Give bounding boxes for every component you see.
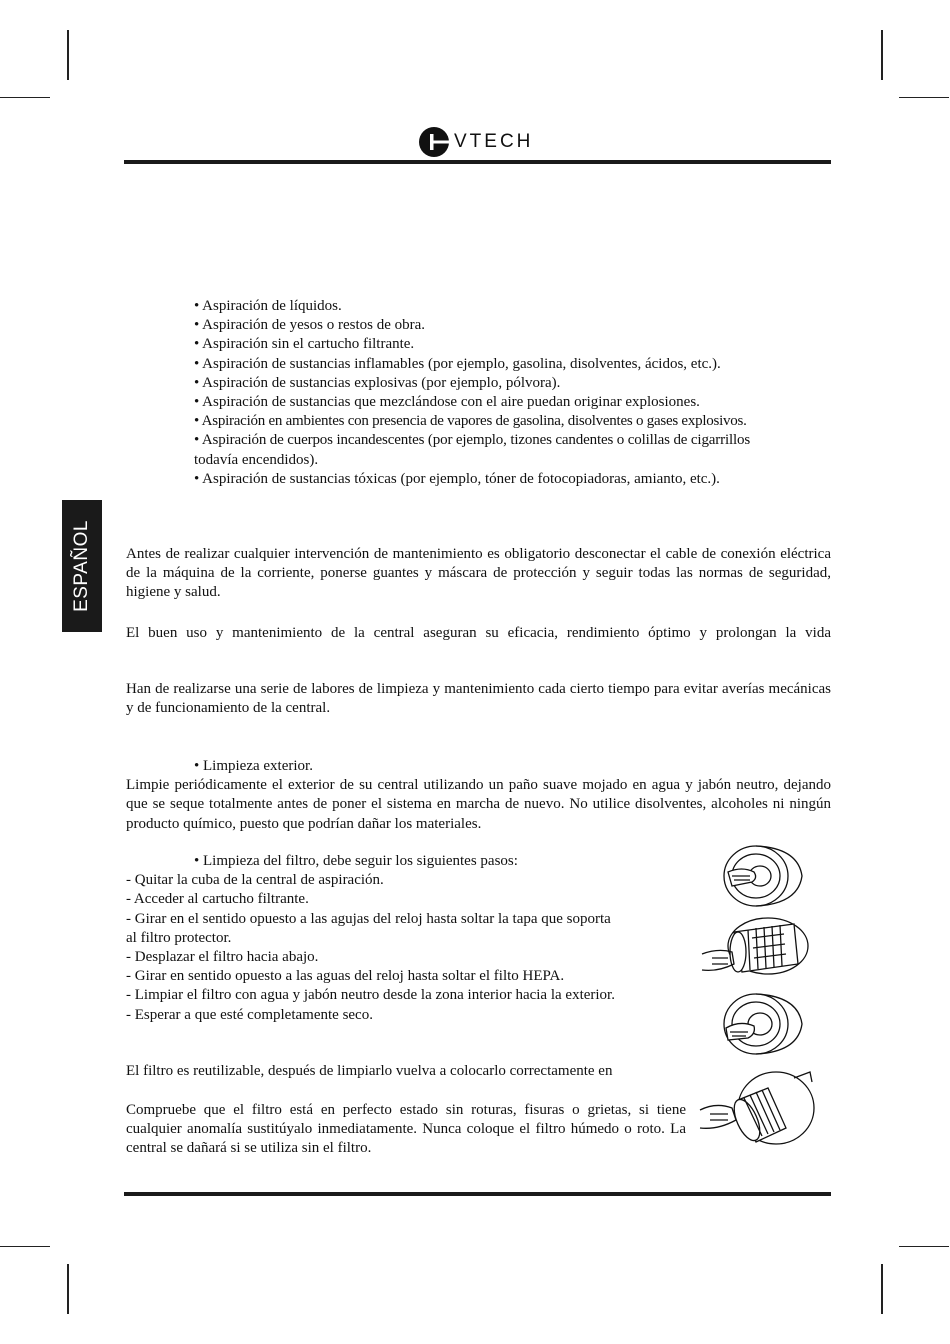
filter-step: al filtro protector. (126, 929, 232, 946)
exterior-cleaning-title: • Limpieza exterior. (194, 758, 313, 774)
maintenance-warning: Antes de realizar cualquier intervención de mantenimiento es obligatorio desconectar el cable de conexión eléctrica de la máquina de la corriente, ponerse guantes y máscara de protección y seguir todas las normas de seguridad, higiene y salud. (126, 546, 831, 601)
filter-step: - Quitar la cuba de la central de aspiración. (126, 872, 384, 889)
filter-illustrations (698, 842, 818, 1152)
list-item: • Aspiración de yesos o restos de obra. (194, 317, 426, 334)
filter-step: - Girar en el sentido opuesto a las agujas del reloj hasta soltar la tapa que soporta (126, 910, 611, 927)
brand-logo-text: VTECH (454, 131, 534, 152)
crop-mark (0, 97, 50, 98)
filter-step: - Girar en sentido opuesto a las aguas del reloj hasta soltar el filto HEPA. (126, 968, 565, 985)
filter-step-illustration (724, 846, 802, 906)
filter-cleaning-title: • Limpieza del filtro, debe seguir los siguientes pasos: (194, 853, 518, 869)
exterior-cleaning-body: Limpie periódicamente el exterior de su central utilizando un paño suave mojado en agua y jabón neutro, dejando que se seque totalmente antes de poner el sistema en marcha de nuevo. No utilice disolventes, alcoholes ni ningún producto químico, puesto que podrían dañar los materiales. (126, 777, 831, 832)
filter-check-note: Compruebe que el filtro está en perfecto estado sin roturas, fisuras o grietas, si tiene cualquier anomalía sustitúyalo inmediatamente. Nunca coloque el filtro húmedo o roto. La central se dañará si se utiliza sin el filtro. (126, 1102, 686, 1157)
crop-mark (67, 1264, 69, 1314)
language-tab-label: ESPAÑOL (71, 520, 92, 612)
list-item: • Aspiración de líquidos. (194, 298, 342, 314)
list-item: • Aspiración de cuerpos incandescentes (por ejemplo, tizones candentes o colillas de cigarrillos (194, 432, 751, 449)
prohibited-list (194, 297, 839, 489)
list-item: • Aspiración sin el cartucho filtrante. (194, 336, 415, 353)
brand-logo (418, 126, 533, 158)
filter-cleaning-section (126, 852, 691, 1025)
crop-mark (899, 97, 949, 98)
footer-rule (124, 1192, 831, 1196)
filter-reusable-note: El filtro es reutilizable, después de limpiarlo vuelva a colocarlo correctamente en (126, 1063, 613, 1079)
filter-step-illustration (702, 918, 808, 974)
list-item: • Aspiración de sustancias explosivas (por ejemplo, pólvora). (194, 374, 561, 391)
header-rule (124, 160, 831, 164)
filter-step-illustration (700, 1072, 814, 1144)
brand-logo-icon (418, 126, 452, 158)
filter-step: - Acceder al cartucho filtrante. (126, 891, 309, 908)
list-item-continuation: todavía encendidos). (194, 451, 319, 468)
list-item: • Aspiración en ambientes con presencia de vapores de gasolina, disolventes o gases explosivos. (194, 413, 747, 430)
crop-mark (881, 30, 883, 80)
language-tab (62, 500, 102, 632)
crop-mark (899, 1246, 949, 1247)
list-item: • Aspiración de sustancias inflamables (por ejemplo, gasolina, disolventes, ácidos, etc.). (194, 355, 721, 372)
crop-mark (67, 30, 69, 80)
crop-mark (881, 1264, 883, 1314)
exterior-cleaning-section (126, 757, 831, 834)
crop-mark (0, 1246, 50, 1247)
filter-step: - Limpiar el filtro con agua y jabón neutro desde la zona interior hacia la exterior. (126, 987, 615, 1004)
filter-step: - Esperar a que esté completamente seco. (126, 1006, 373, 1023)
list-item: • Aspiración de sustancias tóxicas (por ejemplo, tóner de fotocopiadoras, amianto, etc.). (194, 470, 720, 487)
list-item: • Aspiración de sustancias que mezclándose con el aire puedan originar explosiones. (194, 394, 700, 411)
maintenance-periodic: Han de realizarse una serie de labores de limpieza y mantenimiento cada cierto tiempo para evitar averías mecánicas y de funcionamiento de la central. (126, 681, 831, 717)
filter-step: - Desplazar el filtro hacia abajo. (126, 949, 319, 966)
filter-step-illustration (724, 994, 802, 1054)
maintenance-good-use: El buen uso y mantenimiento de la central aseguran su eficacia, rendimiento óptimo y prolongan la vida (126, 625, 831, 641)
